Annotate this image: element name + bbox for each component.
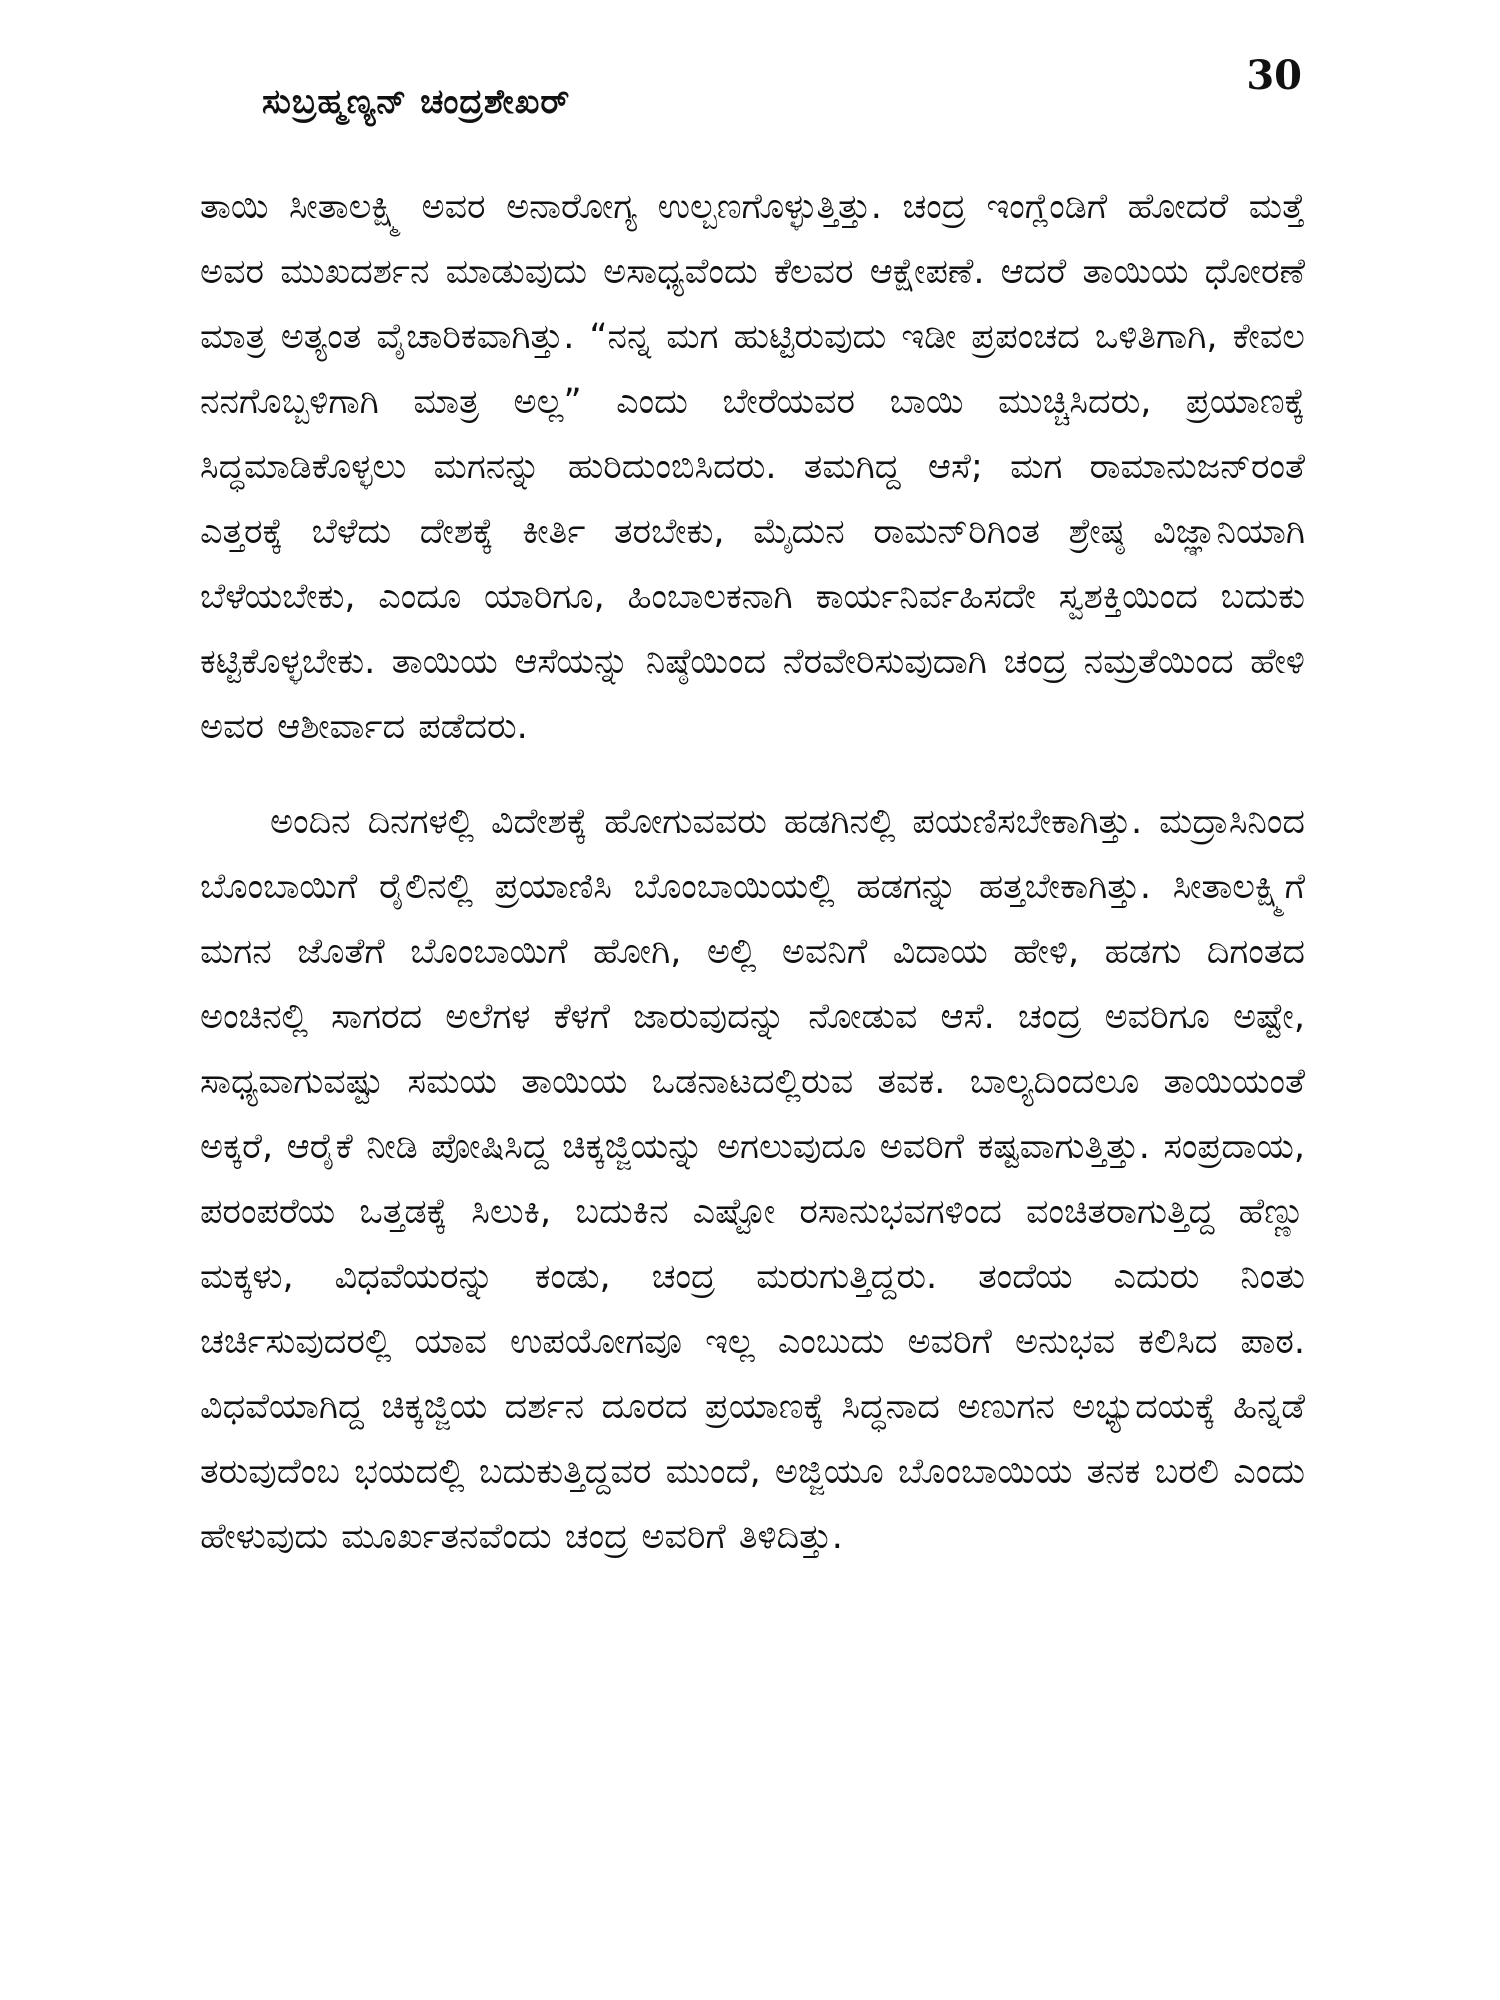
- paragraph-2: ಅಂದಿನ ದಿನಗಳಲ್ಲಿ ವಿದೇಶಕ್ಕೆ ಹೋಗುವವರು ಹಡಗಿನಲ್ಲಿ ಪಯಣಿಸಬೇಕಾಗಿತ್ತು. ಮದ್ರಾಸಿನಿಂದ ಬೊಂಬಾಯಿಗೆ ರೈಲಿನಲ್ಲಿ ಪ್ರಯಾಣಿಸಿ ಬೊಂಬಾಯಿಯಲ್ಲಿ ಹಡಗನ್ನು ಹತ್ತಬೇಕಾಗಿತ್ತು. ಸೀತಾಲಕ್ಷ್ಮಿಗೆ ಮಗನ ಜೊತೆಗೆ ಬೊಂಬಾಯಿಗೆ ಹೋಗಿ, ಅಲ್ಲಿ ಅವನಿಗೆ ವಿದಾಯ ಹೇಳಿ, ಹಡಗು ದಿಗಂತದ ಅಂಚಿನಲ್ಲಿ ಸಾಗರದ ಅಲೆಗಳ ಕೆಳಗೆ ಜಾರುವುದನ್ನು ನೋಡುವ ಆಸೆ. ಚಂದ್ರ ಅವರಿಗೂ ಅಷ್ಟೇ, ಸಾಧ್ಯವಾಗುವಷ್ಟು ಸಮಯ ತಾಯಿಯ ಒಡನಾಟದಲ್ಲಿರುವ ತವಕ. ಬಾಲ್ಯದಿಂದಲೂ ತಾಯಿಯಂತೆ ಅಕ್ಕರೆ, ಆರೈಕೆ ನೀಡಿ ಪೋಷಿಸಿದ್ದ ಚಿಕ್ಕಜ್ಜಿಯನ್ನು ಅಗಲುವುದೂ ಅವರಿಗೆ ಕಷ್ಟವಾಗುತ್ತಿತ್ತು. ಸಂಪ್ರದಾಯ, ಪರಂಪರೆಯ ಒತ್ತಡಕ್ಕೆ ಸಿಲುಕಿ, ಬದುಕಿನ ಎಷ್ಟೋ ರಸಾನುಭವಗಳಿಂದ ವಂಚಿತರಾಗುತ್ತಿದ್ದ ಹೆಣ್ಣು ಮಕ್ಕಳು, ವಿಧವೆಯರನ್ನು ಕಂಡು, ಚಂದ್ರ ಮರುಗುತ್ತಿದ್ದರು. ತಂದೆಯ ಎದುರು ನಿಂತು ಚರ್ಚಿಸುವುದರಲ್ಲಿ ಯಾವ ಉಪಯೋಗವೂ ಇಲ್ಲ ಎಂಬುದು ಅವರಿಗೆ ಅನುಭವ ಕಲಿಸಿದ ಪಾಠ. ವಿಧವೆಯಾಗಿದ್ದ ಚಿಕ್ಕಜ್ಜಿಯ ದರ್ಶನ ದೂರದ ಪ್ರಯಾಣಕ್ಕೆ ಸಿದ್ಧನಾದ ಅಣುಗನ ಅಭ್ಯುದಯಕ್ಕೆ ಹಿನ್ನಡೆ ತರುವುದೆಂಬ ಭಯದಲ್ಲಿ ಬದುಕುತ್ತಿದ್ದವರ ಮುಂದೆ, ಅಜ್ಜಿಯೂ ಬೊಂಬಾಯಿಯ ತನಕ ಬರಲಿ ಎಂದು ಹೇಳುವುದು ಮೂರ್ಖತನವೆಂದು ಚಂದ್ರ ಅವರಿಗೆ ತಿಳಿದಿತ್ತು.: [200, 802, 1305, 1557]
- body-text: [200, 175, 1305, 1570]
- running-header-title: ಸುಬ್ರಹ್ಮಣ್ಯನ್ ಚಂದ್ರಶೇಖರ್: [262, 82, 571, 122]
- paragraph-1: ತಾಯಿ ಸೀತಾಲಕ್ಷ್ಮಿ ಅವರ ಅನಾರೋಗ್ಯ ಉಲ್ಬಣಗೊಳ್ಳುತ್ತಿತ್ತು. ಚಂದ್ರ ಇಂಗ್ಲೆಂಡಿಗೆ ಹೋದರೆ ಮತ್ತೆ ಅವರ ಮುಖದರ್ಶನ ಮಾಡುವುದು ಅಸಾಧ್ಯವೆಂದು ಕೆಲವರ ಆಕ್ಷೇಪಣೆ. ಆದರೆ ತಾಯಿಯ ಧೋರಣೆ ಮಾತ್ರ ಅತ್ಯಂತ ವೈಚಾರಿಕವಾಗಿತ್ತು. “ನನ್ನ ಮಗ ಹುಟ್ಟಿರುವುದು ಇಡೀ ಪ್ರಪಂಚದ ಒಳಿತಿಗಾಗಿ, ಕೇವಲ ನನಗೊಬ್ಬಳಿಗಾಗಿ ಮಾತ್ರ ಅಲ್ಲ” ಎಂದು ಬೇರೆಯವರ ಬಾಯಿ ಮುಚ್ಚಿಸಿದರು, ಪ್ರಯಾಣಕ್ಕೆ ಸಿದ್ಧಮಾಡಿಕೊಳ್ಳಲು ಮಗನನ್ನು ಹುರಿದುಂಬಿಸಿದರು. ತಮಗಿದ್ದ ಆಸೆ; ಮಗ ರಾಮಾನುಜನ್‌ರಂತೆ ಎತ್ತರಕ್ಕೆ ಬೆಳೆದು ದೇಶಕ್ಕೆ ಕೀರ್ತಿ ತರಬೇಕು, ಮೈದುನ ರಾಮನ್‌ರಿಗಿಂತ ಶ್ರೇಷ್ಠ ವಿಜ್ಞಾನಿಯಾಗಿ ಬೆಳೆಯಬೇಕು, ಎಂದೂ ಯಾರಿಗೂ, ಹಿಂಬಾಲಕನಾಗಿ ಕಾರ್ಯನಿರ್ವಹಿಸದೇ ಸ್ವಶಕ್ತಿಯಿಂದ ಬದುಕು ಕಟ್ಟಿಕೊಳ್ಳಬೇಕು. ತಾಯಿಯ ಆಸೆಯನ್ನು ನಿಷ್ಠೆಯಿಂದ ನೆರವೇರಿಸುವುದಾಗಿ ಚಂದ್ರ ನಮ್ರತೆಯಿಂದ ಹೇಳಿ ಅವರ ಆಶೀರ್ವಾದ ಪಡೆದರು.: [200, 187, 1305, 747]
- page-number: 30: [1246, 52, 1302, 99]
